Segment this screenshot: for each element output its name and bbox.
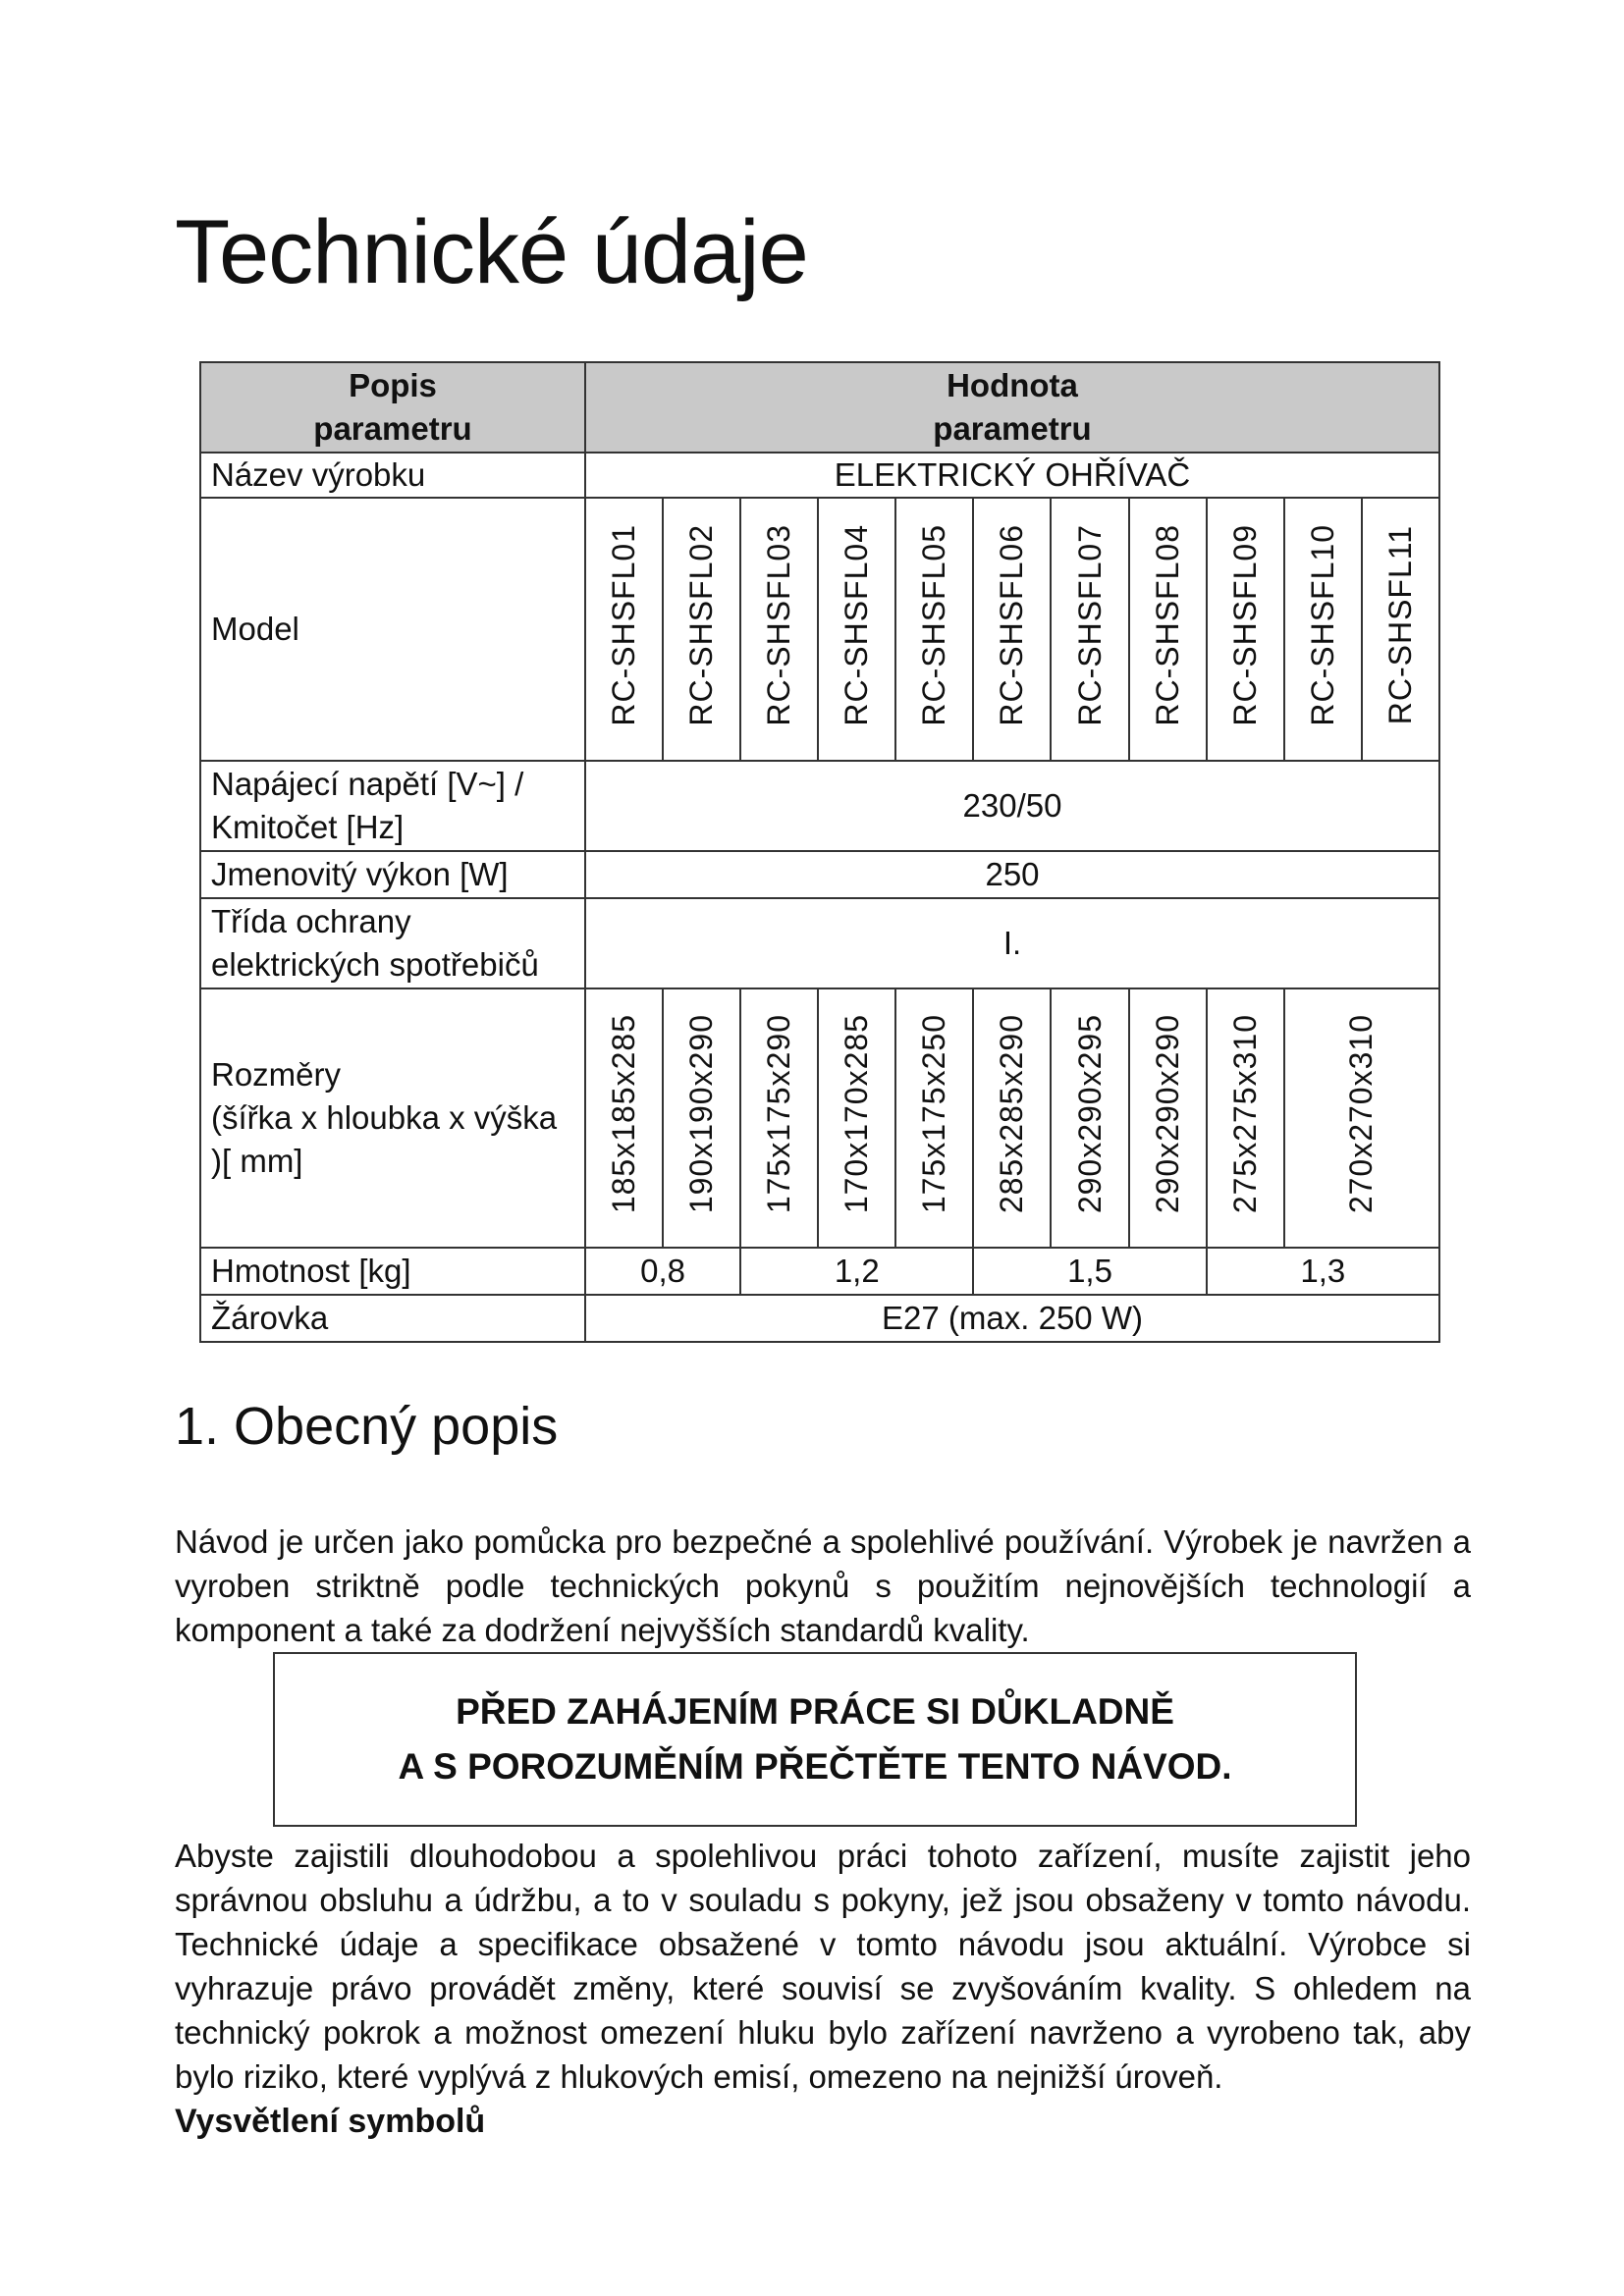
power-label: Jmenovitý výkon [W] xyxy=(200,851,585,898)
bulb-value: E27 (max. 250 W) xyxy=(585,1295,1439,1342)
dimension-cell xyxy=(1284,988,1439,1248)
dimension-value: 290x290x295 xyxy=(1071,1014,1108,1214)
table-header-row xyxy=(200,362,1439,453)
model-value: RC-SHSFL09 xyxy=(1226,524,1263,726)
dimension-cell xyxy=(1207,988,1284,1248)
dimensions-label-line2: (šířka x hloubka x výška xyxy=(211,1099,558,1136)
dimension-value: 175x175x290 xyxy=(761,1014,797,1214)
dimension-value: 190x190x290 xyxy=(683,1014,720,1214)
voltage-label-line1: Napájecí napětí [V~] / xyxy=(211,766,524,802)
model-cell xyxy=(1129,498,1207,761)
header-col2-line2: parametru xyxy=(933,410,1092,447)
weight-label: Hmotnost [kg] xyxy=(200,1248,585,1295)
product-name-label: Název výrobku xyxy=(200,453,585,498)
dimension-cell xyxy=(818,988,895,1248)
dimension-value: 290x290x290 xyxy=(1149,1014,1185,1214)
dimensions-label-line3: )[ mm] xyxy=(211,1143,303,1179)
voltage-label-line2: Kmitočet [Hz] xyxy=(211,809,405,845)
product-name-value: ELEKTRICKÝ OHŘÍVAČ xyxy=(585,453,1439,498)
body-paragraph: Abyste zajistili dlouhodobou a spolehlivou práci tohoto zařízení, musíte zajistit jeho správnou obsluhu a údržbu, a to v souladu s pokyny, jež jsou obsaženy v tomto návodu. Technické údaje a specifikace obsažené v tomto návodu jsou aktuální. Výrobce si vyhrazuje právo provádět změny, které souvisí se zvyšováním kvality. S ohledem na technický pokrok a možnost omezení hluku bylo zařízení navrženo a vyrobeno tak, aby bylo riziko, které vyplývá z hlukových emisí, omezeno na nejnižší úroveň. xyxy=(175,1838,1471,2095)
dimensions-label xyxy=(200,988,585,1248)
weight-value: 0,8 xyxy=(585,1248,740,1295)
model-value: RC-SHSFL06 xyxy=(994,524,1030,726)
dimension-value: 175x175x250 xyxy=(916,1014,952,1214)
model-value: RC-SHSFL07 xyxy=(1071,524,1108,726)
model-cell xyxy=(585,498,663,761)
dimension-value: 185x185x285 xyxy=(606,1014,642,1214)
dimension-cell xyxy=(663,988,740,1248)
table-row-weight xyxy=(200,1248,1439,1295)
weight-value: 1,3 xyxy=(1207,1248,1439,1295)
model-value: RC-SHSFL04 xyxy=(839,524,875,726)
table-row-bulb xyxy=(200,1295,1439,1342)
model-cell xyxy=(663,498,740,761)
model-cell xyxy=(1284,498,1362,761)
dimension-cell xyxy=(1129,988,1207,1248)
model-cell xyxy=(973,498,1051,761)
voltage-value: 230/50 xyxy=(585,761,1439,851)
model-cell xyxy=(740,498,818,761)
header-col1-line2: parametru xyxy=(313,410,472,447)
notice-box xyxy=(273,1652,1357,1827)
model-value: RC-SHSFL11 xyxy=(1381,525,1418,725)
dimension-cell xyxy=(973,988,1051,1248)
model-label: Model xyxy=(200,498,585,761)
technical-data-table xyxy=(199,361,1440,1343)
bulb-label: Žárovka xyxy=(200,1295,585,1342)
symbols-heading: Vysvětlení symbolů xyxy=(175,2103,486,2140)
model-cell xyxy=(895,498,973,761)
protection-label-line1: Třída ochrany xyxy=(211,903,411,939)
model-value: RC-SHSFL01 xyxy=(606,524,642,726)
power-value: 250 xyxy=(585,851,1439,898)
model-cell xyxy=(818,498,895,761)
model-value: RC-SHSFL05 xyxy=(916,524,952,726)
header-col2-line1: Hodnota xyxy=(947,367,1078,403)
model-value: RC-SHSFL03 xyxy=(761,524,797,726)
header-parameter-description xyxy=(200,362,585,453)
voltage-label xyxy=(200,761,585,851)
dimension-cell xyxy=(1051,988,1128,1248)
dimension-value: 275x275x310 xyxy=(1226,1014,1263,1214)
dimension-value: 285x285x290 xyxy=(994,1014,1030,1214)
notice-line1: PŘED ZAHÁJENÍM PRÁCE SI DŮKLADNĚ xyxy=(456,1691,1174,1732)
protection-label-line2: elektrických spotřebičů xyxy=(211,946,539,983)
table-row-power xyxy=(200,851,1439,898)
model-value: RC-SHSFL02 xyxy=(683,524,720,726)
weight-value: 1,5 xyxy=(973,1248,1206,1295)
table-row-protection-class xyxy=(200,898,1439,988)
weight-value: 1,2 xyxy=(740,1248,973,1295)
table-row-voltage xyxy=(200,761,1439,851)
table-row-product-name xyxy=(200,453,1439,498)
table-row-dimensions xyxy=(200,988,1439,1248)
notice-line2: A S POROZUMĚNÍM PŘEČTĚTE TENTO NÁVOD. xyxy=(398,1746,1232,1787)
header-parameter-value xyxy=(585,362,1439,453)
protection-label xyxy=(200,898,585,988)
model-cell xyxy=(1051,498,1128,761)
header-col1-line1: Popis xyxy=(349,367,437,403)
intro-paragraph: Návod je určen jako pomůcka pro bezpečné a spolehlivé používání. Výrobek je navržen a vyroben striktně podle technických pokynů s použitím nejnovějších technologií a komponent a také za dodržení nejvyšších standardů kvality. xyxy=(175,1523,1471,1648)
protection-value: I. xyxy=(585,898,1439,988)
table-row-model xyxy=(200,498,1439,761)
model-cell xyxy=(1362,498,1439,761)
dimensions-label-line1: Rozměry xyxy=(211,1056,342,1093)
model-value: RC-SHSFL10 xyxy=(1304,524,1340,726)
dimension-cell xyxy=(895,988,973,1248)
model-value: RC-SHSFL08 xyxy=(1149,524,1185,726)
dimension-cell xyxy=(740,988,818,1248)
section-heading: 1. Obecný popis xyxy=(175,1397,559,1456)
dimension-cell xyxy=(585,988,663,1248)
model-cell xyxy=(1207,498,1284,761)
page-title: Technické údaje xyxy=(175,202,808,302)
dimension-value: 170x170x285 xyxy=(839,1014,875,1214)
dimension-value: 270x270x310 xyxy=(1343,1014,1380,1214)
